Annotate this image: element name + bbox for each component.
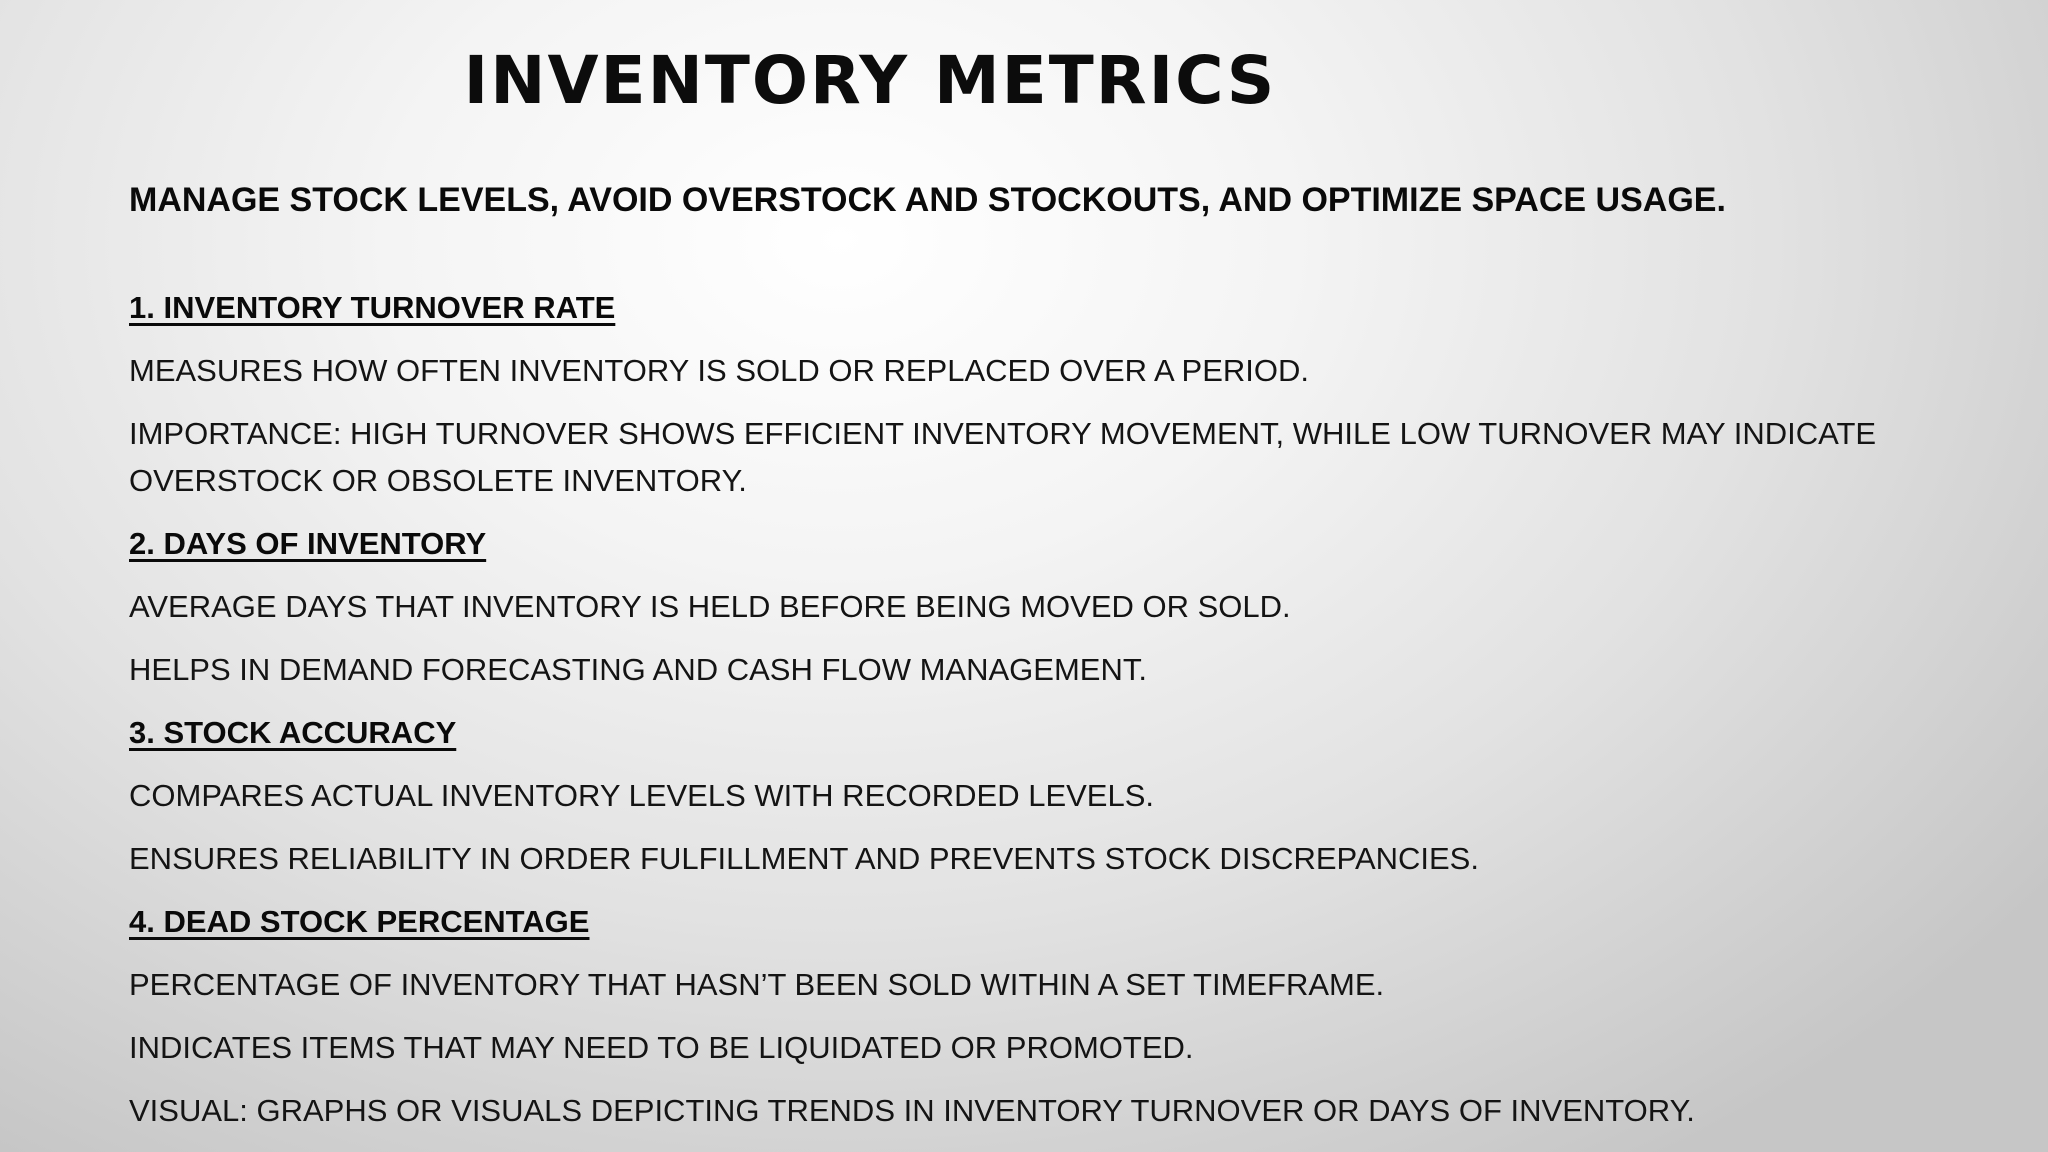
slide-body — [129, 174, 1929, 1150]
section-heading: 1. INVENTORY TURNOVER RATE — [129, 290, 616, 325]
section-line: ENSURES RELIABILITY IN ORDER FULFILLMENT AND PREVENTS STOCK DISCREPANCIES. — [129, 841, 1479, 876]
section-heading: 4. DEAD STOCK PERCENTAGE — [129, 904, 590, 939]
section-stock-accuracy — [129, 709, 1929, 882]
section-heading: 2. DAYS OF INVENTORY — [129, 526, 487, 561]
section-line: MEASURES HOW OFTEN INVENTORY IS SOLD OR REPLACED OVER A PERIOD. — [129, 353, 1309, 388]
section-line: VISUAL: GRAPHS OR VISUALS DEPICTING TRENDS IN INVENTORY TURNOVER OR DAYS OF INVENTORY. — [129, 1093, 1695, 1128]
section-heading: 3. STOCK ACCURACY — [129, 715, 457, 750]
section-line: INDICATES ITEMS THAT MAY NEED TO BE LIQUIDATED OR PROMOTED. — [129, 1030, 1194, 1065]
section-line: PERCENTAGE OF INVENTORY THAT HASN’T BEEN SOLD WITHIN A SET TIMEFRAME. — [129, 967, 1385, 1002]
section-line: AVERAGE DAYS THAT INVENTORY IS HELD BEFORE BEING MOVED OR SOLD. — [129, 589, 1291, 624]
section-line: COMPARES ACTUAL INVENTORY LEVELS WITH RECORDED LEVELS. — [129, 778, 1154, 813]
section-line: HELPS IN DEMAND FORECASTING AND CASH FLOW MANAGEMENT. — [129, 652, 1147, 687]
section-dead-stock — [129, 898, 1929, 1134]
section-inventory-turnover — [129, 284, 1929, 504]
slide-title: INVENTORY METRICS — [463, 42, 1277, 119]
section-line: IMPORTANCE: HIGH TURNOVER SHOWS EFFICIENT INVENTORY MOVEMENT, WHILE LOW TURNOVER MAY INDICATE OVERSTOCK OR OBSOLETE INVENTORY. — [129, 416, 1877, 498]
section-days-of-inventory — [129, 520, 1929, 693]
slide-subtitle: MANAGE STOCK LEVELS, AVOID OVERSTOCK AND STOCKOUTS, AND OPTIMIZE SPACE USAGE. — [129, 181, 1726, 219]
